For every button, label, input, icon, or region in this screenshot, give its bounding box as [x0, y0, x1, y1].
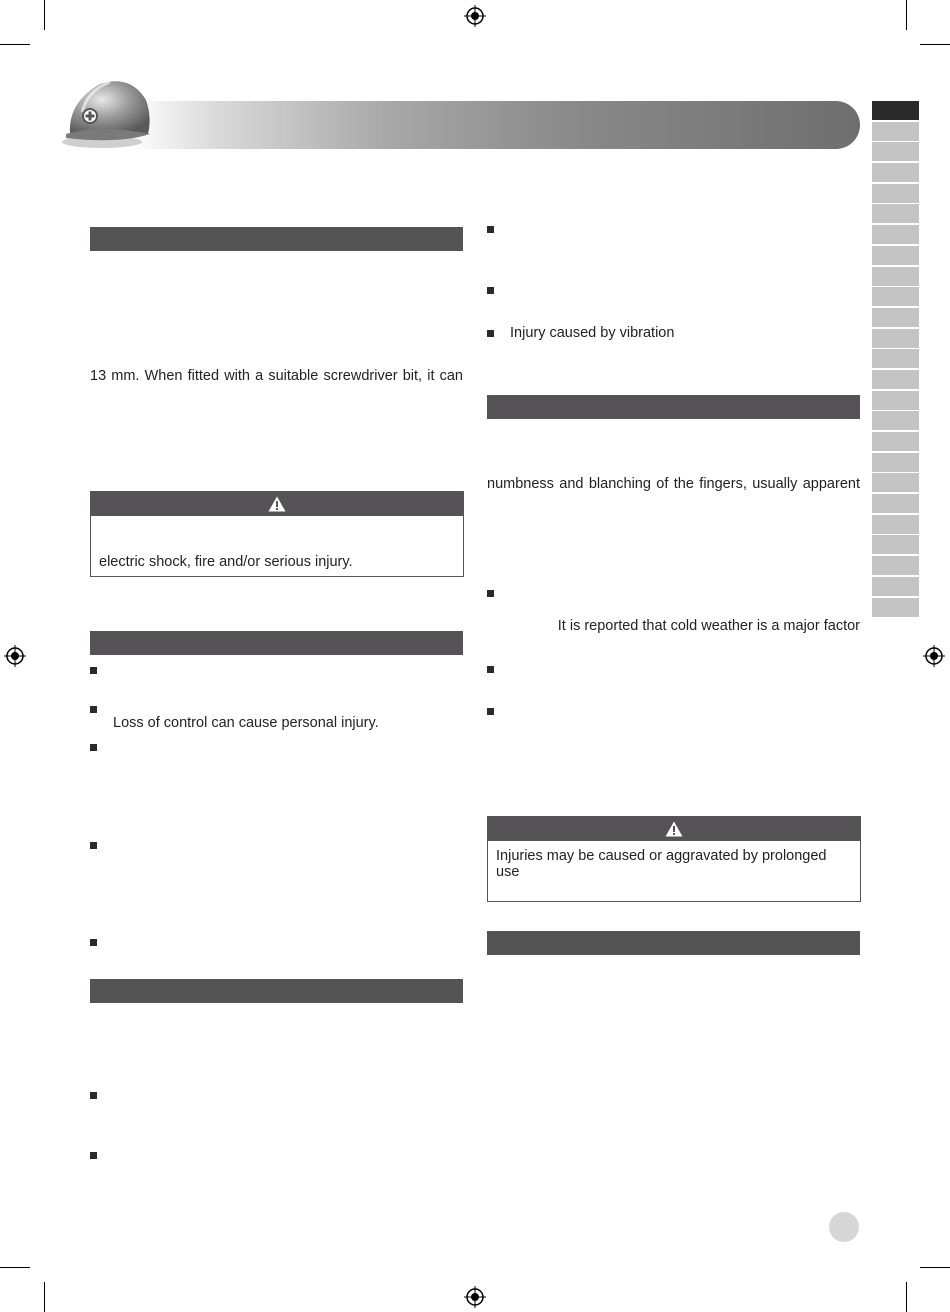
bullet-marker [90, 744, 97, 751]
registration-mark-icon [4, 645, 26, 667]
crop-mark [0, 1267, 30, 1268]
vibration-injury-text: Injury caused by vibration [510, 325, 675, 341]
bullet-marker [90, 706, 97, 713]
language-tab[interactable] [872, 391, 919, 410]
bullet-marker [487, 226, 494, 233]
header-band [130, 101, 860, 149]
language-tab[interactable] [872, 101, 919, 120]
registration-mark-icon [464, 1286, 486, 1308]
language-tab[interactable] [872, 432, 919, 451]
bullet-marker [487, 708, 494, 715]
intended-use-text: 13 mm. When fitted with a suitable screwdriver bit, it can [90, 368, 463, 384]
warning-triangle-icon [665, 821, 683, 837]
warning-box-header [91, 492, 463, 516]
page-number-tab [829, 1212, 859, 1242]
warning-box-header [488, 817, 860, 841]
warning-box-text: electric shock, fire and/or serious injury. [99, 554, 353, 570]
language-tab[interactable] [872, 246, 919, 265]
warning-box [487, 816, 861, 902]
crop-mark [0, 44, 30, 45]
language-tab[interactable] [872, 577, 919, 596]
crop-mark [44, 1282, 45, 1312]
bullet-marker [487, 330, 494, 337]
language-tab[interactable] [872, 184, 919, 203]
crop-mark [906, 1282, 907, 1312]
registration-mark-icon [464, 5, 486, 27]
crop-mark [906, 0, 907, 30]
language-tab[interactable] [872, 349, 919, 368]
language-tab[interactable] [872, 329, 919, 348]
warning-box-text: Injuries may be caused or aggravated by prolonged use [496, 848, 827, 880]
language-tab[interactable] [872, 411, 919, 430]
language-tab[interactable] [872, 308, 919, 327]
warning-box [90, 491, 464, 577]
section-heading-bar [90, 631, 463, 655]
bullet-marker [487, 590, 494, 597]
language-tab[interactable] [872, 453, 919, 472]
language-tab[interactable] [872, 204, 919, 223]
language-tab[interactable] [872, 225, 919, 244]
loss-of-control-text: Loss of control can cause personal injury. [113, 715, 379, 731]
safety-helmet-icon [60, 72, 160, 152]
registration-mark-icon [923, 645, 945, 667]
bullet-marker [90, 667, 97, 674]
bullet-marker [90, 1152, 97, 1159]
language-tab[interactable] [872, 122, 919, 141]
language-tab[interactable] [872, 142, 919, 161]
bullet-marker [90, 939, 97, 946]
language-tabs [872, 101, 919, 618]
language-tab[interactable] [872, 494, 919, 513]
warning-triangle-icon [268, 496, 286, 512]
vibration-symptoms-text: numbness and blanching of the fingers, usually apparent [487, 476, 860, 492]
bullet-marker [90, 1092, 97, 1099]
crop-mark [44, 0, 45, 30]
section-heading-bar [90, 979, 463, 1003]
crop-mark [920, 1267, 950, 1268]
section-heading-bar [487, 395, 860, 419]
section-heading-bar [90, 227, 463, 251]
crop-mark [920, 44, 950, 45]
language-tab[interactable] [872, 515, 919, 534]
language-tab[interactable] [872, 473, 919, 492]
language-tab[interactable] [872, 163, 919, 182]
section-heading-bar [487, 931, 860, 955]
cold-weather-text: It is reported that cold weather is a major factor [557, 618, 860, 634]
language-tab[interactable] [872, 287, 919, 306]
language-tab[interactable] [872, 556, 919, 575]
language-tab[interactable] [872, 370, 919, 389]
bullet-marker [487, 666, 494, 673]
language-tab[interactable] [872, 598, 919, 617]
language-tab[interactable] [872, 535, 919, 554]
language-tab[interactable] [872, 267, 919, 286]
bullet-marker [487, 287, 494, 294]
bullet-marker [90, 842, 97, 849]
